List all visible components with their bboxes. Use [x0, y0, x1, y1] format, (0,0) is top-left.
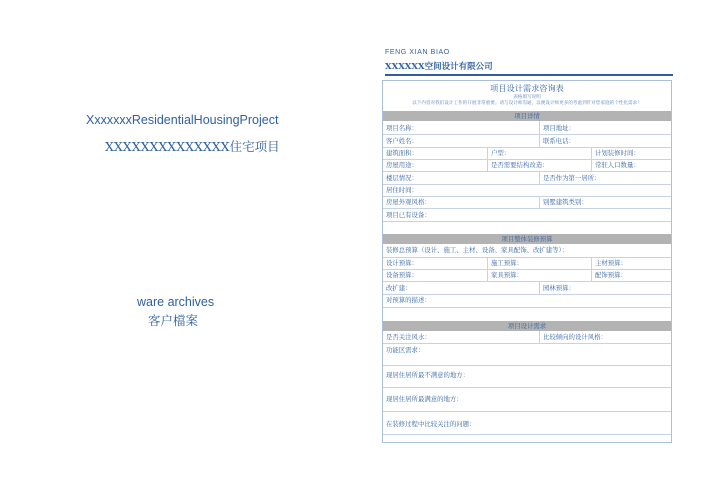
field-first-home[interactable]: 是否作为第一居所：: [543, 174, 601, 182]
row-divider: [383, 281, 671, 282]
field-contact-phone[interactable]: 联系电话：: [543, 137, 575, 145]
field-fengshui[interactable]: 是否关注风水：: [386, 333, 431, 341]
brand-name-en: FENG XIAN BIAO: [385, 49, 450, 56]
row-divider: [383, 221, 671, 222]
row-divider: [383, 434, 671, 435]
row-divider: [383, 307, 671, 308]
row-divider: [383, 257, 671, 258]
field-budget-description[interactable]: 对预算的描述：: [386, 296, 431, 304]
column-divider: [591, 147, 592, 171]
field-plan-date[interactable]: 计划装修时间：: [595, 149, 640, 157]
column-divider: [539, 171, 540, 184]
design-requirement-form: [382, 80, 672, 443]
field-construction-budget[interactable]: 施工预算：: [491, 259, 523, 267]
row-divider: [383, 411, 671, 412]
column-divider: [539, 134, 540, 147]
row-divider: [383, 208, 671, 209]
row-divider: [383, 365, 671, 366]
column-divider: [539, 121, 540, 134]
field-layout[interactable]: 户型：: [491, 149, 511, 157]
field-floor[interactable]: 楼层情况：: [386, 174, 418, 182]
cover-archive-cn: 客户檔案: [148, 313, 199, 328]
brand-divider: [385, 74, 673, 76]
field-garden-budget[interactable]: 园林预算：: [543, 284, 575, 292]
field-client-name[interactable]: 客户姓名：: [386, 137, 418, 145]
cover-project-en: XxxxxxxResidentialHousingProject: [86, 113, 279, 127]
row-divider: [383, 387, 671, 388]
field-house-use[interactable]: 房屋用途：: [386, 161, 418, 169]
row-divider: [383, 134, 671, 135]
field-project-address[interactable]: 项目地址：: [543, 124, 575, 132]
field-area[interactable]: 建筑面积：: [386, 149, 418, 157]
cover-project-cn: XXXXXXXXXXXXXX住宅项目: [105, 139, 280, 154]
form-note-text: 以下内容对我们设计工作的开展非常重要。请与设计师沟通，以便设计师更多的考虑到针对您家庭的个性化需求！: [412, 101, 642, 106]
field-equipment-budget[interactable]: 设备预算：: [386, 271, 418, 279]
field-villa-type[interactable]: 别墅建筑类别：: [543, 198, 588, 206]
row-divider: [383, 171, 671, 172]
field-concern[interactable]: 在装修过程中比较关注的问题：: [386, 420, 476, 428]
brand-company: XXXXXX空间设计有限公司: [385, 62, 493, 72]
field-exterior-style[interactable]: 房屋外观风格：: [386, 198, 431, 206]
field-style-preference[interactable]: 比较倾向的设计风格：: [543, 333, 607, 341]
field-live-time[interactable]: 居住时间：: [386, 186, 418, 194]
field-extension[interactable]: 改扩建：: [386, 284, 412, 292]
section-project-details: 项目详情: [383, 111, 671, 121]
field-structure-change[interactable]: 是否需要结构改造：: [491, 161, 549, 169]
field-accessories-budget[interactable]: 配饰预算：: [595, 271, 627, 279]
column-divider: [539, 196, 540, 208]
row-divider: [383, 269, 671, 270]
row-divider: [383, 343, 671, 344]
field-residents[interactable]: 常驻人口数量：: [595, 161, 640, 169]
field-furniture-budget[interactable]: 家具预算：: [491, 271, 523, 279]
form-title: 项目设计需求咨询表: [490, 83, 564, 93]
column-divider: [591, 257, 592, 281]
field-unsatisfied[interactable]: 现居住居所最不满意的地方：: [386, 371, 470, 379]
section-budget: 项目整体装修预算: [383, 234, 671, 244]
field-satisfied[interactable]: 现居住居所最满意的地方：: [386, 395, 463, 403]
column-divider: [487, 147, 488, 171]
cover-archive-en: ware archives: [137, 295, 215, 309]
column-divider: [539, 281, 540, 294]
field-design-budget[interactable]: 设计预算：: [386, 259, 418, 267]
section-design-requirements: 项目设计需求: [383, 321, 671, 331]
field-existing-equipment[interactable]: 项目已有设备：: [386, 211, 431, 219]
row-divider: [383, 184, 671, 185]
field-total-budget[interactable]: 装修总预算（设计、施工、主材、设备、家具配饰、改扩建等）：: [386, 246, 569, 254]
column-divider: [487, 257, 488, 281]
field-function-area[interactable]: 功能区需求：: [386, 346, 425, 354]
form-note-heading: 表格填写说明: [513, 95, 541, 100]
column-divider: [539, 331, 540, 343]
field-project-name[interactable]: 项目名称：: [386, 124, 418, 132]
field-main-material-budget[interactable]: 主材预算：: [595, 259, 627, 267]
